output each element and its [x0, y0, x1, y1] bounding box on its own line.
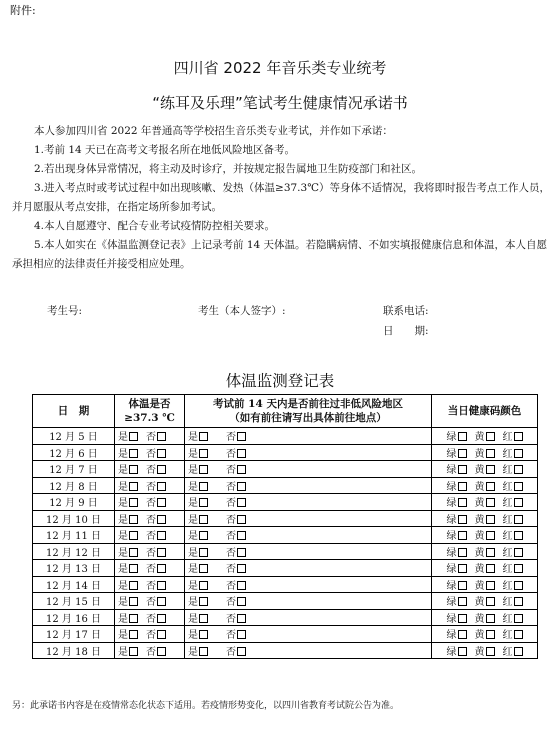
no-label: 否	[146, 547, 156, 559]
travel-cell	[185, 593, 432, 610]
yes-label: 是	[188, 432, 198, 444]
yellow-label: 黄	[474, 630, 485, 642]
doc-title-line2: “练耳及乐理”笔试考生健康情况承诺书	[152, 94, 408, 112]
date-cell: 12 月 11 日	[33, 527, 115, 544]
health-code-cell	[432, 560, 538, 577]
green-label: 绿	[446, 498, 457, 510]
red-label: 红	[502, 646, 513, 658]
yellow-label: 黄	[474, 481, 485, 493]
no-label: 否	[146, 514, 156, 526]
checkbox[interactable]	[458, 515, 467, 524]
checkbox[interactable]	[129, 498, 138, 507]
checkbox[interactable]	[514, 432, 523, 441]
checkbox[interactable]	[237, 432, 246, 441]
green-label: 绿	[446, 630, 457, 642]
yes-label: 是	[188, 481, 198, 493]
checkbox[interactable]	[199, 647, 208, 656]
checkbox[interactable]	[237, 465, 246, 474]
checkbox[interactable]	[486, 630, 495, 639]
checkbox[interactable]	[157, 449, 166, 458]
checkbox[interactable]	[199, 465, 208, 474]
no-label: 否	[146, 448, 156, 460]
temperature-register-table	[32, 394, 538, 659]
pledge-item: 3.进入考点时或考试过程中如出现咳嗽、发热（体温≥37.3℃）等身体不适情况，我将即时报告考点工作人员，并月愿服从考点安排，在指定场所参加考试。	[12, 182, 550, 213]
no-label: 否	[226, 646, 236, 658]
yes-label: 是	[118, 547, 128, 559]
checkbox[interactable]	[514, 498, 523, 507]
checkbox[interactable]	[199, 548, 208, 557]
table-row	[33, 510, 538, 527]
temperature-cell	[115, 494, 185, 511]
checkbox[interactable]	[514, 614, 523, 623]
checkbox[interactable]	[157, 498, 166, 507]
yellow-label: 黄	[474, 564, 485, 576]
checkbox[interactable]	[129, 515, 138, 524]
travel-cell	[185, 461, 432, 478]
red-label: 红	[502, 613, 513, 625]
date-cell: 12 月 16 日	[33, 609, 115, 626]
footnote: 另：此承诺书内容是在疫情常态化状态下适用。若疫情形势变化，以四川省教育考试院公告为准。	[12, 701, 400, 711]
checkbox[interactable]	[237, 548, 246, 557]
checkbox[interactable]	[157, 482, 166, 491]
checkbox[interactable]	[514, 482, 523, 491]
checkbox[interactable]	[486, 498, 495, 507]
pledge-item: 4.本人自愿遵守、配合专业考试疫情防控相关要求。	[34, 220, 276, 232]
travel-cell	[185, 428, 432, 445]
checkbox[interactable]	[458, 597, 467, 606]
no-label: 否	[146, 465, 156, 477]
pledge-intro: 本人参加四川省 2022 年普通高等学校招生音乐类专业考试，并作如下承诺：	[34, 125, 393, 137]
checkbox[interactable]	[458, 581, 467, 590]
checkbox[interactable]	[237, 597, 246, 606]
checkbox[interactable]	[514, 581, 523, 590]
checkbox[interactable]	[157, 630, 166, 639]
header-travel-line2: （如有前往请写出具体前往地点）	[229, 412, 387, 424]
checkbox[interactable]	[486, 465, 495, 474]
checkbox[interactable]	[237, 647, 246, 656]
no-label: 否	[226, 547, 236, 559]
date-cell: 12 月 7 日	[33, 461, 115, 478]
no-label: 否	[226, 531, 236, 543]
yes-label: 是	[188, 580, 198, 592]
health-code-cell	[432, 477, 538, 494]
no-label: 否	[146, 646, 156, 658]
date-cell: 12 月 6 日	[33, 444, 115, 461]
phone-label: 联系电话:	[383, 305, 429, 317]
health-code-cell	[432, 593, 538, 610]
checkbox[interactable]	[486, 548, 495, 557]
checkbox[interactable]	[129, 548, 138, 557]
table-title: 体温监测登记表	[225, 372, 335, 390]
checkbox[interactable]	[514, 465, 523, 474]
yes-label: 是	[188, 498, 198, 510]
checkbox[interactable]	[458, 630, 467, 639]
yellow-label: 黄	[474, 547, 485, 559]
checkbox[interactable]	[514, 564, 523, 573]
pledge-item: 1.考前 14 天已在高考文考报名所在地低风险地区备考。	[34, 144, 296, 156]
checkbox[interactable]	[129, 465, 138, 474]
checkbox[interactable]	[157, 597, 166, 606]
checkbox[interactable]	[157, 515, 166, 524]
no-label: 否	[226, 597, 236, 609]
yellow-label: 黄	[474, 465, 485, 477]
checkbox[interactable]	[199, 449, 208, 458]
checkbox[interactable]	[237, 449, 246, 458]
red-label: 红	[502, 432, 513, 444]
no-label: 否	[226, 564, 236, 576]
no-label: 否	[226, 465, 236, 477]
red-label: 红	[502, 597, 513, 609]
no-label: 否	[226, 448, 236, 460]
date-cell: 12 月 10 日	[33, 510, 115, 527]
checkbox[interactable]	[157, 564, 166, 573]
health-code-cell	[432, 609, 538, 626]
no-label: 否	[146, 432, 156, 444]
green-label: 绿	[446, 514, 457, 526]
checkbox[interactable]	[514, 548, 523, 557]
checkbox[interactable]	[486, 581, 495, 590]
no-label: 否	[146, 580, 156, 592]
yes-label: 是	[118, 646, 128, 658]
health-code-cell	[432, 428, 538, 445]
checkbox[interactable]	[199, 630, 208, 639]
checkbox[interactable]	[486, 614, 495, 623]
no-label: 否	[146, 613, 156, 625]
checkbox[interactable]	[157, 647, 166, 656]
date-cell: 12 月 18 日	[33, 642, 115, 659]
checkbox[interactable]	[486, 647, 495, 656]
checkbox[interactable]	[514, 647, 523, 656]
checkbox[interactable]	[514, 597, 523, 606]
checkbox[interactable]	[199, 531, 208, 540]
no-label: 否	[146, 481, 156, 493]
yes-label: 是	[118, 432, 128, 444]
checkbox[interactable]	[129, 564, 138, 573]
table-row	[33, 576, 538, 593]
yes-label: 是	[118, 481, 128, 493]
yes-label: 是	[118, 465, 128, 477]
date-cell: 12 月 12 日	[33, 543, 115, 560]
checkbox[interactable]	[129, 531, 138, 540]
no-label: 否	[226, 580, 236, 592]
checkbox[interactable]	[199, 482, 208, 491]
green-label: 绿	[446, 465, 457, 477]
travel-cell	[185, 609, 432, 626]
travel-cell	[185, 543, 432, 560]
health-code-cell	[432, 510, 538, 527]
yes-label: 是	[188, 630, 198, 642]
red-label: 红	[502, 531, 513, 543]
yes-label: 是	[188, 514, 198, 526]
header-travel	[185, 395, 432, 428]
yes-label: 是	[118, 580, 128, 592]
yes-label: 是	[118, 514, 128, 526]
green-label: 绿	[446, 646, 457, 658]
table-row	[33, 527, 538, 544]
red-label: 红	[502, 547, 513, 559]
doc-title-line1: 四川省 2022 年音乐类专业统考	[173, 59, 387, 77]
red-label: 红	[502, 564, 513, 576]
yellow-label: 黄	[474, 646, 485, 658]
date-cell: 12 月 9 日	[33, 494, 115, 511]
table-row	[33, 477, 538, 494]
yes-label: 是	[118, 448, 128, 460]
table-row	[33, 560, 538, 577]
checkbox[interactable]	[486, 531, 495, 540]
checkbox[interactable]	[458, 449, 467, 458]
temperature-cell	[115, 527, 185, 544]
temperature-cell	[115, 560, 185, 577]
yellow-label: 黄	[474, 498, 485, 510]
yellow-label: 黄	[474, 448, 485, 460]
checkbox[interactable]	[129, 630, 138, 639]
checkbox[interactable]	[129, 581, 138, 590]
travel-cell	[185, 527, 432, 544]
no-label: 否	[146, 597, 156, 609]
checkbox[interactable]	[486, 482, 495, 491]
health-code-cell	[432, 444, 538, 461]
no-label: 否	[226, 498, 236, 510]
yes-label: 是	[188, 613, 198, 625]
yes-label: 是	[188, 465, 198, 477]
temperature-cell	[115, 626, 185, 643]
no-label: 否	[226, 514, 236, 526]
table-row	[33, 444, 538, 461]
temperature-cell	[115, 576, 185, 593]
checkbox[interactable]	[486, 432, 495, 441]
table-row	[33, 642, 538, 659]
attachment-label: 附件:	[10, 4, 36, 17]
date-cell: 12 月 17 日	[33, 626, 115, 643]
green-label: 绿	[446, 564, 457, 576]
checkbox[interactable]	[237, 564, 246, 573]
yes-label: 是	[118, 613, 128, 625]
yellow-label: 黄	[474, 432, 485, 444]
travel-cell	[185, 444, 432, 461]
checkbox[interactable]	[237, 515, 246, 524]
checkbox[interactable]	[129, 647, 138, 656]
header-date: 日 期	[33, 395, 115, 428]
table-row	[33, 593, 538, 610]
pledge-body	[12, 122, 552, 274]
temperature-cell	[115, 593, 185, 610]
red-label: 红	[502, 481, 513, 493]
yes-label: 是	[118, 630, 128, 642]
green-label: 绿	[446, 580, 457, 592]
checkbox[interactable]	[129, 614, 138, 623]
date-cell: 12 月 14 日	[33, 576, 115, 593]
checkbox[interactable]	[514, 630, 523, 639]
table-row	[33, 609, 538, 626]
yes-label: 是	[188, 547, 198, 559]
checkbox[interactable]	[237, 531, 246, 540]
table-row	[33, 428, 538, 445]
no-label: 否	[146, 531, 156, 543]
header-health-code: 当日健康码颜色	[432, 395, 538, 428]
temperature-cell	[115, 477, 185, 494]
checkbox[interactable]	[514, 515, 523, 524]
table-row	[33, 494, 538, 511]
health-code-cell	[432, 576, 538, 593]
checkbox[interactable]	[514, 531, 523, 540]
yes-label: 是	[188, 448, 198, 460]
green-label: 绿	[446, 448, 457, 460]
date-label: 日 期:	[383, 325, 429, 337]
temperature-cell	[115, 428, 185, 445]
yes-label: 是	[188, 531, 198, 543]
red-label: 红	[502, 580, 513, 592]
checkbox[interactable]	[157, 531, 166, 540]
no-label: 否	[226, 630, 236, 642]
health-code-cell	[432, 543, 538, 560]
green-label: 绿	[446, 597, 457, 609]
yes-label: 是	[118, 531, 128, 543]
table-row	[33, 461, 538, 478]
yes-label: 是	[118, 498, 128, 510]
checkbox[interactable]	[237, 630, 246, 639]
checkbox[interactable]	[157, 581, 166, 590]
checkbox[interactable]	[458, 531, 467, 540]
table-row	[33, 626, 538, 643]
yes-label: 是	[118, 597, 128, 609]
no-label: 否	[146, 498, 156, 510]
checkbox[interactable]	[237, 482, 246, 491]
checkbox[interactable]	[199, 581, 208, 590]
checkbox[interactable]	[458, 432, 467, 441]
yellow-label: 黄	[474, 531, 485, 543]
yellow-label: 黄	[474, 597, 485, 609]
green-label: 绿	[446, 613, 457, 625]
health-code-cell	[432, 626, 538, 643]
red-label: 红	[502, 448, 513, 460]
checkbox[interactable]	[458, 548, 467, 557]
checkbox[interactable]	[157, 614, 166, 623]
checkbox[interactable]	[199, 432, 208, 441]
travel-cell	[185, 626, 432, 643]
temperature-cell	[115, 444, 185, 461]
health-code-cell	[432, 461, 538, 478]
header-temperature-line2: ≥37.3 ℃	[124, 412, 175, 424]
yellow-label: 黄	[474, 613, 485, 625]
no-label: 否	[146, 630, 156, 642]
checkbox[interactable]	[157, 432, 166, 441]
checkbox[interactable]	[237, 614, 246, 623]
yellow-label: 黄	[474, 580, 485, 592]
travel-cell	[185, 477, 432, 494]
temperature-cell	[115, 543, 185, 560]
checkbox[interactable]	[199, 614, 208, 623]
travel-cell	[185, 510, 432, 527]
checkbox[interactable]	[199, 498, 208, 507]
yes-label: 是	[188, 646, 198, 658]
signature-label: 考生（本人签字）:	[198, 305, 286, 317]
travel-cell	[185, 576, 432, 593]
checkbox[interactable]	[458, 564, 467, 573]
checkbox[interactable]	[458, 647, 467, 656]
header-temperature	[115, 395, 185, 428]
no-label: 否	[146, 564, 156, 576]
checkbox[interactable]	[237, 498, 246, 507]
checkbox[interactable]	[199, 515, 208, 524]
health-code-cell	[432, 494, 538, 511]
date-cell: 12 月 15 日	[33, 593, 115, 610]
checkbox[interactable]	[199, 597, 208, 606]
date-cell: 12 月 5 日	[33, 428, 115, 445]
checkbox[interactable]	[458, 482, 467, 491]
checkbox[interactable]	[129, 482, 138, 491]
red-label: 红	[502, 498, 513, 510]
pledge-item: 5.本人如实在《体温监测登记表》上记录考前 14 天体温。若隐瞒病情、不如实填报健康信息和体温，本人自愿承担相应的法律责任并接受相应处理。	[12, 239, 548, 270]
table-header-row	[33, 395, 538, 428]
checkbox[interactable]	[458, 614, 467, 623]
temperature-cell	[115, 461, 185, 478]
health-code-cell	[432, 642, 538, 659]
temperature-cell	[115, 642, 185, 659]
checkbox[interactable]	[157, 465, 166, 474]
red-label: 红	[502, 465, 513, 477]
travel-cell	[185, 494, 432, 511]
red-label: 红	[502, 514, 513, 526]
checkbox[interactable]	[157, 548, 166, 557]
no-label: 否	[226, 613, 236, 625]
table-row	[33, 543, 538, 560]
green-label: 绿	[446, 481, 457, 493]
checkbox[interactable]	[486, 449, 495, 458]
temperature-cell	[115, 510, 185, 527]
checkbox[interactable]	[514, 449, 523, 458]
red-label: 红	[502, 630, 513, 642]
header-travel-line1: 考试前 14 天内是否前往过非低风险地区	[213, 398, 403, 410]
yes-label: 是	[188, 564, 198, 576]
travel-cell	[185, 642, 432, 659]
checkbox[interactable]	[237, 581, 246, 590]
green-label: 绿	[446, 547, 457, 559]
no-label: 否	[226, 432, 236, 444]
header-temperature-line1: 体温是否	[128, 398, 171, 410]
green-label: 绿	[446, 531, 457, 543]
no-label: 否	[226, 481, 236, 493]
health-code-cell	[432, 527, 538, 544]
temperature-cell	[115, 609, 185, 626]
exam-number-label: 考生号:	[47, 305, 83, 317]
checkbox[interactable]	[199, 564, 208, 573]
checkbox[interactable]	[458, 498, 467, 507]
date-cell: 12 月 13 日	[33, 560, 115, 577]
yes-label: 是	[118, 564, 128, 576]
checkbox[interactable]	[129, 432, 138, 441]
yes-label: 是	[188, 597, 198, 609]
checkbox[interactable]	[486, 515, 495, 524]
green-label: 绿	[446, 432, 457, 444]
date-cell: 12 月 8 日	[33, 477, 115, 494]
checkbox[interactable]	[129, 597, 138, 606]
travel-cell	[185, 560, 432, 577]
checkbox[interactable]	[458, 465, 467, 474]
checkbox[interactable]	[129, 449, 138, 458]
checkbox[interactable]	[486, 597, 495, 606]
yellow-label: 黄	[474, 514, 485, 526]
checkbox[interactable]	[486, 564, 495, 573]
pledge-item: 2.若出现身体异常情况，将主动及时诊疗，并按规定报告属地卫生防疫部门和社区。	[34, 163, 423, 175]
